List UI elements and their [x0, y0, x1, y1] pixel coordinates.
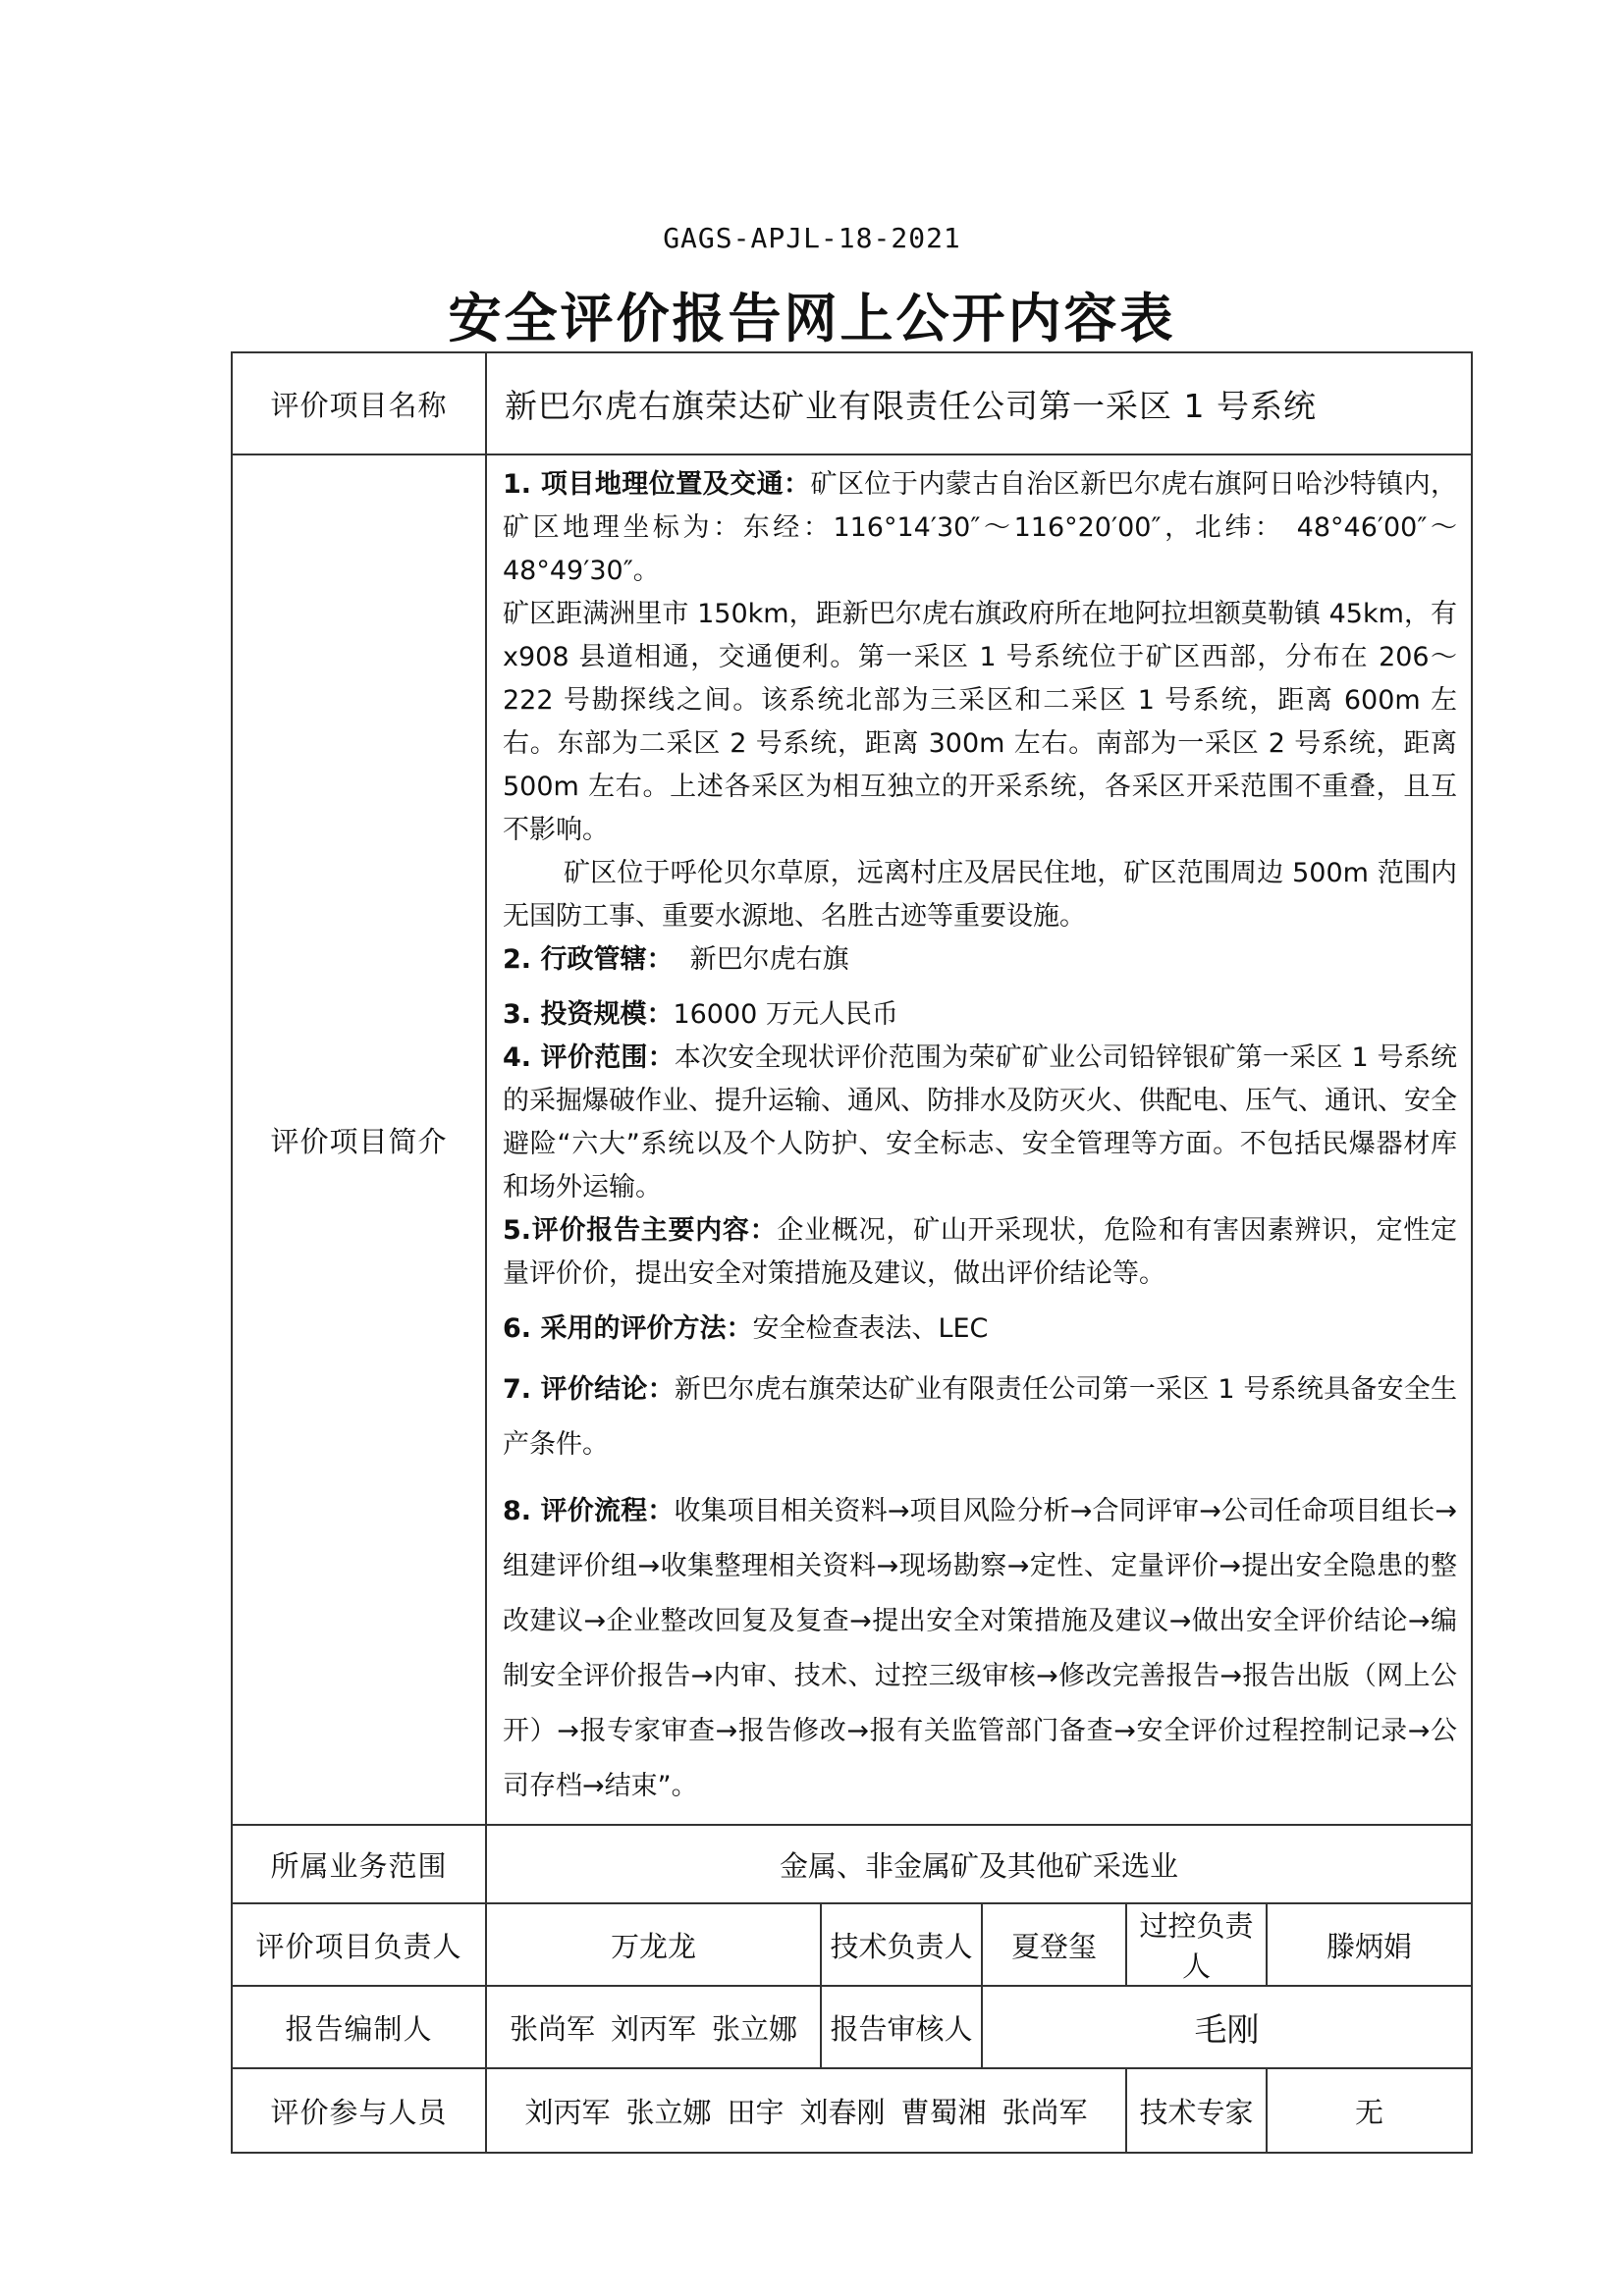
compiler-label: 报告编制人: [232, 1986, 486, 2068]
project-name-value: 新巴尔虎右旗荣达矿业有限责任公司第一采区 1 号系统: [486, 352, 1472, 454]
section-3: [503, 993, 1457, 1037]
section-5-text: 企业概况，矿山开采现状，危险和有害因素辨识，定性定量评价价，提出安全对策措施及建议，做出评价结论等。: [503, 1215, 1458, 1289]
participant-name: 张立娜: [625, 2095, 712, 2129]
section-2: [503, 938, 1457, 982]
row-participants: [232, 2068, 1472, 2153]
section-5-title: 5.评价报告主要内容：: [503, 1215, 778, 1246]
project-lead-label: 评价项目负责人: [232, 1903, 486, 1986]
section-1: [503, 463, 1457, 593]
document-title: 安全评价报告网上公开内容表: [448, 288, 1176, 349]
document-code: GAGS-APJL-18-2021: [663, 222, 961, 254]
row-leaders: [232, 1903, 1472, 1986]
section-4-title: 4. 评价范围：: [503, 1042, 675, 1073]
section-6: [503, 1308, 1457, 1351]
section-6-title: 6. 采用的评价方法：: [503, 1313, 753, 1344]
section-2-text: 新巴尔虎右旗: [673, 944, 849, 975]
participant-name: 曹蜀湘: [900, 2095, 987, 2129]
compiler-name: 张尚军: [509, 2011, 595, 2046]
participant-name: 刘春刚: [799, 2095, 886, 2129]
row-business-scope: [232, 1825, 1472, 1903]
process-lead-label: 过控负责人: [1126, 1903, 1267, 1986]
compiler-name: 张立娜: [712, 2011, 798, 2046]
reviewer-label: 报告审核人: [821, 1986, 982, 2068]
section-7-text: 新巴尔虎右旗荣达矿业有限责任公司第一采区 1 号系统具备安全生产条件。: [503, 1374, 1458, 1460]
section-4-text: 本次安全现状评价范围为荣矿矿业公司铅锌银矿第一采区 1 号系统的采掘爆破作业、提升运输、通风、防排水及防灭火、供配电、压气、通讯、安全避险“六大”系统以及个人防护、安全标志、安全管理等方面。不包括民爆器材库和场外运输。: [503, 1042, 1458, 1202]
expert-label: 技术专家: [1126, 2068, 1267, 2153]
tech-lead-value: 夏登玺: [982, 1903, 1126, 1986]
section-1-title: 1. 项目地理位置及交通：: [503, 469, 811, 500]
participants-label: 评价参与人员: [232, 2068, 486, 2153]
section-2-title: 2. 行政管辖：: [503, 944, 674, 975]
row-authors: [232, 1986, 1472, 2068]
section-3-title: 3. 投资规模：: [503, 999, 674, 1030]
section-6-text: 安全检查表法、LEC: [752, 1313, 989, 1344]
section-4: [503, 1037, 1457, 1209]
section-1-text: 矿区位于内蒙古自治区新巴尔虎右旗阿日哈沙特镇内，矿区地理坐标为：东经：116°14′30″～116°20′00″，北纬： 48°46′00″～48°49′30″。: [503, 469, 1458, 586]
section-8-text: 收集项目相关资料→项目风险分析→合同评审→公司任命项目组长→组建评价组→收集整理相关资料→现场勘察→定性、定量评价→提出安全隐患的整改建议→企业整改回复及复查→提出安全对策措施及建议→做出安全评价结论→编制安全评价报告→内审、技术、过控三级审核→修改完善报告→报告出版（网上公开）→报专家审查→报告修改→报有关监管部门备查→安全评价过程控制记录→公司存档→结束”。: [503, 1496, 1458, 1801]
project-intro-label: 评价项目简介: [232, 454, 486, 1825]
section-5: [503, 1209, 1457, 1296]
reviewer-value: 毛刚: [982, 1986, 1472, 2068]
disclosure-table: [231, 351, 1473, 2154]
project-name-label: 评价项目名称: [232, 352, 486, 454]
participant-name: 田宇: [727, 2095, 785, 2129]
tech-lead-label: 技术负责人: [821, 1903, 982, 1986]
section-1-paragraph-2: 矿区距满洲里市 150km，距新巴尔虎右旗政府所在地阿拉坦额莫勒镇 45km，有 x908 县道相通，交通便利。第一采区 1 号系统位于矿区西部，分布在 206～222 号勘探线之间。该系统北部为三采区和二采区 1 号系统，距离 600m 左右。东部为二采区 2 号系统，距离 300m 左右。南部为一采区 2 号系统，距离 500m 左右。上述各采区为相互独立的开采系统，各采区开采范围不重叠，且互不影响。: [503, 599, 1458, 845]
compiler-name: 刘丙军: [610, 2011, 696, 2046]
row-project-intro: [232, 454, 1472, 1825]
project-lead-value: 万龙龙: [486, 1903, 821, 1986]
section-7: [503, 1362, 1457, 1472]
process-lead-value: 滕炳娟: [1267, 1903, 1472, 1986]
section-8: [503, 1484, 1457, 1814]
participant-name: 刘丙军: [524, 2095, 611, 2129]
participant-name: 张尚军: [1001, 2095, 1088, 2129]
expert-value: 无: [1267, 2068, 1472, 2153]
compilers-value: [486, 1986, 821, 2068]
section-1-paragraph-3: 矿区位于呼伦贝尔草原，远离村庄及居民住地，矿区范围周边 500m 范围内无国防工事、重要水源地、名胜古迹等重要设施。: [503, 858, 1458, 932]
project-intro-content: [486, 454, 1472, 1825]
row-project-name: [232, 352, 1472, 454]
section-3-text: 16000 万元人民币: [673, 999, 898, 1030]
section-7-title: 7. 评价结论：: [503, 1374, 675, 1405]
business-scope-value: 金属、非金属矿及其他矿采选业: [486, 1825, 1472, 1903]
section-8-title: 8. 评价流程：: [503, 1496, 675, 1526]
participants-value: [486, 2068, 1126, 2153]
business-scope-label: 所属业务范围: [232, 1825, 486, 1903]
